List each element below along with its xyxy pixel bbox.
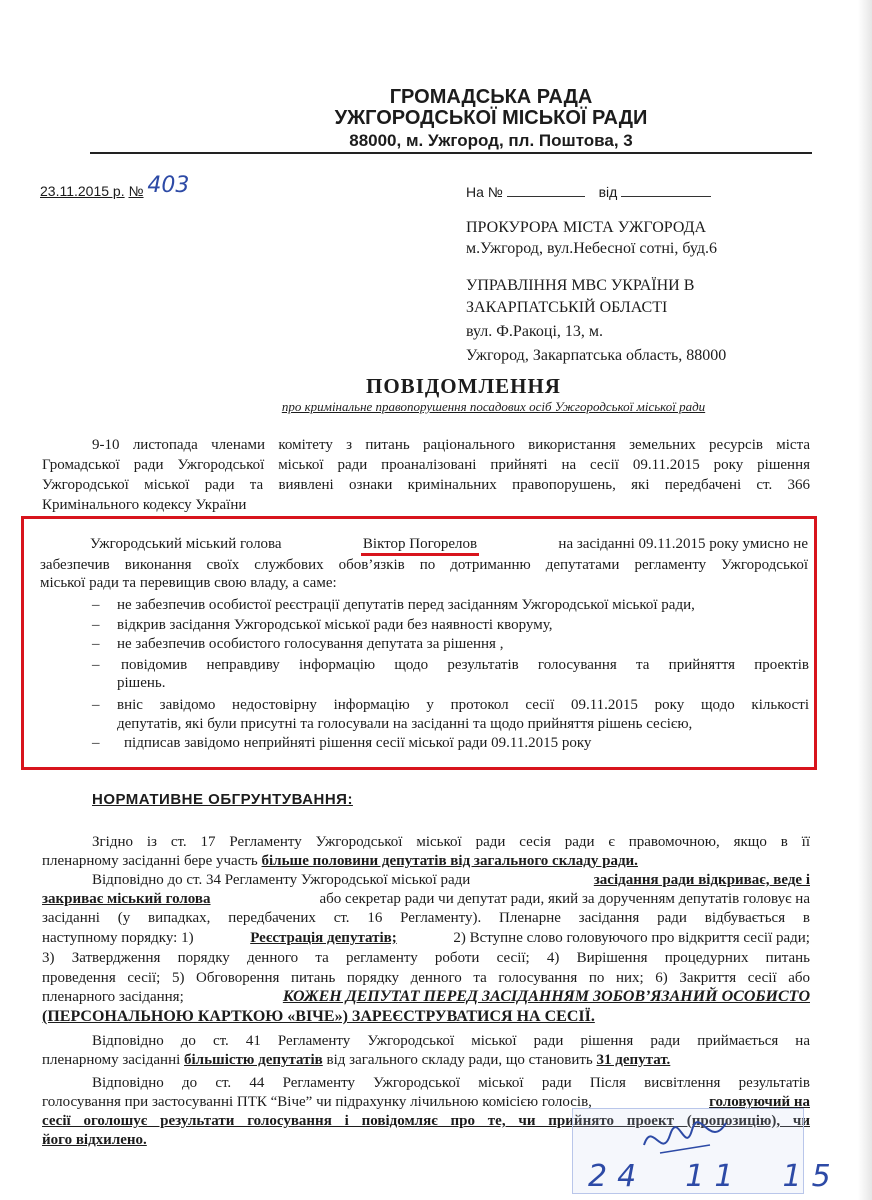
org-name-line1: ГРОМАДСЬКА РАДА [389,86,593,108]
normative-p2-line-2-b: або секретар ради чи депутат ради, який за дорученням депутатів головує на [319,891,810,907]
normative-p4-line-3: сесії оголошує результати голосування і повідомляє про те, чи прийнято проект (пропозицію), чи [42,1113,810,1129]
outgoing-reference [40,173,190,200]
org-name-line2: УЖГОРОДСЬКОЇ МІСЬКОЇ РАДИ [334,107,648,129]
normative-p1-line-2-a: пленарному засіданні бере участь [42,853,258,869]
header-rule [90,152,812,154]
document-subtitle: про кримінальне правопорушення посадових осіб Ужгородської міської ради [281,399,706,414]
normative-p3-line-1: Відповідно до ст. 41 Регламенту Ужгородської міської ради рішення ради приймається на [92,1033,810,1049]
incoming-from-label: від [598,184,618,200]
outgoing-date: 23.11.2015 р. [40,183,125,199]
list-item-4-text-1: повідомив неправдиву інформацію щодо результатів голосування та прийняття проектів [121,657,809,673]
list-dash: – [92,697,100,713]
recipient-prosecutor [466,218,717,259]
normative-p2-line-4-a: наступному порядку: 1) [42,930,194,946]
list-item-5-text-2: депутатів, які були присутні та голосували на засіданні та щодо прийняття рішень сесією, [117,716,693,732]
highlight-line-2: забезпечив виконання своїх службових обов’язків по дотриманню депутатами регламенту Ужгородської [40,557,808,573]
recipient-police-title-1: УПРАВЛІННЯ МВС УКРАЇНИ В [466,277,695,294]
intro-line-4: Кримінального кодексу України [42,497,247,513]
normative-p2-each-deputy: КОЖЕН ДЕПУТАТ ПЕРЕД ЗАСІДАННЯМ ЗОБОВ’ЯЗАНИЙ ОСОБИСТО [282,988,810,1005]
normative-p1-quorum: більше половини депутатів від загального складу ради. [261,853,638,869]
intro-line-3: Ужгородської міської ради та виявлені ознаки кримінальних правопорушень, які передбачені ст. 366 [42,477,810,493]
highlight-line-1 [90,535,808,556]
document-title: ПОВІДОМЛЕННЯ [366,374,561,398]
recipient-police-title-2: ЗАКАРПАТСЬКІЙ ОБЛАСТІ [466,299,668,316]
highlight-line-1-rest: на засіданні 09.11.2015 року умисно не [558,536,808,552]
incoming-reference [466,182,711,201]
normative-p1-line-1: Згідно із ст. 17 Регламенту Ужгородської міської ради сесія ради є правомочною, якщо в її [92,834,810,850]
incoming-number-blank [507,182,585,197]
normative-p3-line-2 [42,1051,670,1069]
normative-p2-line-5: 3) Затвердження порядку денного та регламенту роботи сесії; 4) Вирішення процедурних питань [42,950,810,966]
recipient-prosecutor-title: ПРОКУРОРА МІСТА УЖГОРОДА [466,219,707,236]
highlight-line-3: міської ради та перевищив свою владу, а саме: [40,575,337,591]
receipt-date-handwritten: 24 11 15 [588,1159,841,1194]
list-dash: – [92,617,100,633]
intro-line-1: 9-10 листопада членами комітету з питань раціонального використання земельних ресурсів міста [92,437,810,453]
list-item-3-text: не забезпечив особистого голосування депутата за рішення , [117,636,504,652]
normative-p2-mayor-closes: закриває міський голова [42,891,211,907]
normative-p2-line-3: засіданні (у випадках, передбачених ст. 16 Регламенту). Пленарне засідання ради відбувається в [42,910,810,926]
normative-p4-chair: головуючий на [709,1094,810,1110]
list-item-1-text: не забезпечив особистої реєстрації депутатів перед засіданням Ужгородської міської ради, [117,597,695,613]
normative-p2-line-7-a: пленарного засідання; [42,989,184,1005]
recipient-police-address-2: Ужгород, Закарпатська область, 88000 [466,347,727,364]
normative-p2-line-8: (ПЕРСОНАЛЬНОЮ КАРТКОЮ «ВІЧЕ») ЗАРЕЄСТРУВАТИСЯ НА СЕСІЇ. [42,1008,595,1025]
normative-p4-line-4: його відхилено. [42,1132,147,1148]
mayor-name: Віктор Погорелов [361,535,479,556]
scan-edge [858,0,872,1200]
normative-p2-line-6: проведення сесії; 5) Обговорення питань порядку денного та голосування по них; 6) Закриття сесії або [42,970,810,986]
signature-scribble [640,1115,730,1165]
recipient-police [466,275,726,367]
normative-p3-line-2-a: пленарному засіданні [42,1052,181,1068]
outgoing-number-handwritten: 403 [147,173,190,198]
normative-p3-31-deputies: 31 депутат. [596,1052,671,1068]
intro-line-2: Громадської ради Ужгородської міської ради проаналізовані прийняті на сесії 09.11.2015 року рішення [42,457,810,473]
normative-p2-opens-session: засідання ради відкриває, веде і [593,872,810,888]
list-item-5-text-1: вніс завідомо недостовірну інформацію у протокол сесії 09.11.2015 року щодо кількості [117,697,809,713]
normative-p1-line-2 [42,852,638,870]
list-item-6-text: підписав завідомо неприйняті рішення сесії міської ради 09.11.2015 року [124,735,592,751]
normative-p2-line-4-c: 2) Вступне слово головуючого про відкриття сесії ради; [453,930,810,946]
normative-p3-line-2-c: від загального складу ради, що становить [326,1052,593,1068]
normative-p4-line-1: Відповідно до ст. 44 Регламенту Ужгородської міської ради Після висвітлення результатів [92,1075,810,1091]
incoming-number-label: На № [466,184,503,200]
mayor-title: Ужгородський міський голова [90,536,282,552]
org-address: 88000, м. Ужгород, пл. Поштова, 3 [349,131,633,150]
normative-p2-line-7 [42,988,810,1006]
list-dash: – [92,636,100,652]
normative-heading: НОРМАТИВНЕ ОБГРУНТУВАННЯ: [92,791,353,808]
normative-p4-line-2-a: голосування при застосуванні ПТК “Віче” чи підрахунку лічильною комісією голосів, [42,1094,592,1110]
recipient-prosecutor-address: м.Ужгород, вул.Небесної сотні, буд.6 [466,240,717,257]
normative-p3-majority: більшістю депутатів [184,1052,323,1068]
normative-p2-line-2 [42,890,810,908]
list-dash: – [92,735,100,751]
normative-p2-line-4 [42,929,810,947]
incoming-date-blank [621,182,711,197]
outgoing-number-label: № [128,183,144,199]
list-item-2-text: відкрив засідання Ужгородської міської ради без наявності кворуму, [117,617,553,633]
normative-p2-line-1-a: Відповідно до ст. 34 Регламенту Ужгородської міської ради [92,872,471,888]
normative-p2-line-1 [92,871,810,889]
normative-p2-registration: Реєстрація депутатів; [250,930,397,946]
list-dash: – [92,657,100,673]
recipient-police-address-1: вул. Ф.Ракоці, 13, м. [466,323,604,340]
list-dash: – [92,597,100,613]
list-item-4-text-2: рішень. [117,675,166,691]
